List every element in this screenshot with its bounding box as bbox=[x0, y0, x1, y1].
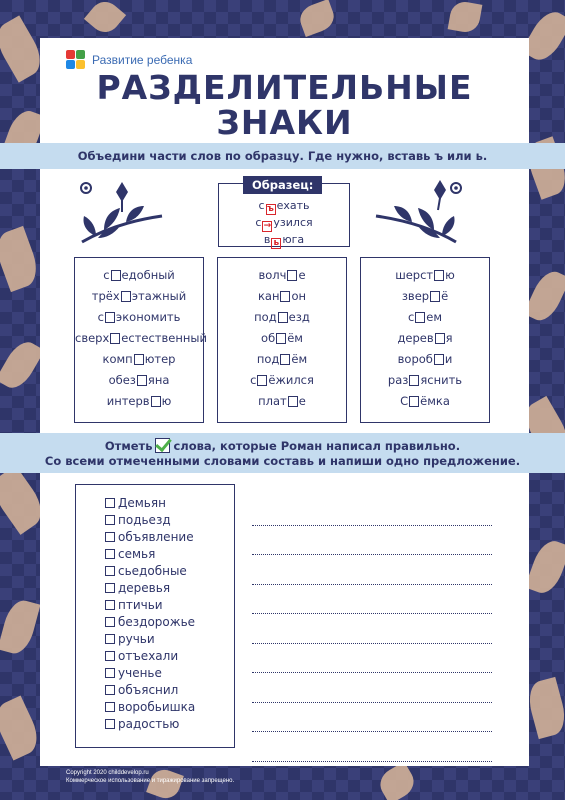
flower-branch-icon bbox=[370, 176, 462, 248]
checklist-item[interactable]: птичьи bbox=[105, 597, 234, 614]
checklist-item[interactable]: ученье bbox=[105, 665, 234, 682]
writing-line[interactable] bbox=[252, 732, 492, 762]
checkbox-check-icon bbox=[155, 438, 170, 453]
writing-line[interactable] bbox=[252, 644, 492, 674]
word-item[interactable]: с ёжился bbox=[250, 373, 314, 387]
sample-row: с → узился bbox=[255, 216, 313, 231]
writing-line[interactable] bbox=[252, 555, 492, 585]
checklist-item[interactable]: объяснил bbox=[105, 682, 234, 699]
writing-line[interactable] bbox=[252, 585, 492, 615]
arrow-icon: → bbox=[263, 221, 272, 231]
sample-row: с ъ ехать bbox=[258, 199, 310, 214]
writing-line[interactable] bbox=[252, 703, 492, 733]
brand-logo[interactable] bbox=[66, 50, 192, 70]
checklist-item[interactable]: сьедобные bbox=[105, 563, 234, 580]
word-item[interactable]: об ём bbox=[261, 331, 303, 345]
word-item[interactable]: комп ютер bbox=[102, 352, 176, 366]
checklist-item[interactable]: подьезд bbox=[105, 512, 234, 529]
checkbox[interactable] bbox=[105, 702, 115, 712]
word-item[interactable]: обез яна bbox=[108, 373, 170, 387]
task2-text-start: Отметь bbox=[104, 438, 153, 453]
copyright-notice: Коммерческое использование и тиражирование запрещено. bbox=[66, 778, 235, 784]
word-item[interactable]: плат е bbox=[258, 394, 306, 408]
brand-logo-icon bbox=[66, 50, 86, 70]
task1-instruction: Объедини части слов по образцу. Где нужно, вставь ъ или ь. bbox=[0, 143, 565, 169]
checklist-item[interactable]: Демьян bbox=[105, 495, 234, 512]
checkbox[interactable] bbox=[105, 566, 115, 576]
brand-name: Развитие ребенка bbox=[92, 53, 193, 67]
task2-text-line2: Со всеми отмеченными словами составь и напиши одно предложение. bbox=[44, 453, 521, 468]
word-item[interactable]: трёх этажный bbox=[91, 289, 187, 303]
sample-row: в ь юга bbox=[263, 233, 305, 248]
task2-instruction bbox=[0, 433, 565, 473]
checkbox[interactable] bbox=[105, 668, 115, 678]
page-title-line2: ЗНАКИ bbox=[216, 103, 353, 142]
checklist-item[interactable]: объявление bbox=[105, 529, 234, 546]
worksheet bbox=[40, 38, 529, 766]
checkbox[interactable] bbox=[105, 549, 115, 559]
word-item[interactable]: под езд bbox=[254, 310, 310, 324]
sample-box bbox=[218, 178, 350, 248]
checkbox[interactable] bbox=[105, 634, 115, 644]
checklist-item[interactable]: семья bbox=[105, 546, 234, 563]
word-column-2 bbox=[217, 257, 347, 423]
checklist-item[interactable]: ручьи bbox=[105, 631, 234, 648]
word-item[interactable]: с экономить bbox=[97, 310, 181, 324]
checkbox[interactable] bbox=[105, 617, 115, 627]
word-item[interactable]: кан он bbox=[257, 289, 307, 303]
red-letter-box: ъ bbox=[267, 204, 274, 214]
checkbox[interactable] bbox=[105, 600, 115, 610]
word-item[interactable]: С ёмка bbox=[400, 394, 450, 408]
writing-line[interactable] bbox=[252, 526, 492, 556]
page-title-line1: РАЗДЕЛИТЕЛЬНЫЕ bbox=[96, 68, 473, 107]
word-item[interactable]: волч е bbox=[258, 268, 306, 282]
word-item[interactable]: шерст ю bbox=[395, 268, 455, 282]
copyright-footer bbox=[66, 769, 234, 785]
writing-line[interactable] bbox=[252, 614, 492, 644]
red-letter-box: ь bbox=[271, 238, 281, 249]
word-item[interactable]: дерев я bbox=[397, 331, 453, 345]
word-item[interactable]: с ем bbox=[407, 310, 443, 324]
checklist-item[interactable]: деревья bbox=[105, 580, 234, 597]
flower-branch-icon bbox=[76, 176, 168, 248]
word-item[interactable]: интерв ю bbox=[106, 394, 172, 408]
checkbox[interactable] bbox=[105, 532, 115, 542]
checkbox[interactable] bbox=[105, 498, 115, 508]
task2-text-end: слова, которые Роман написал правильно. bbox=[173, 438, 461, 453]
checkbox[interactable] bbox=[105, 651, 115, 661]
checkbox[interactable] bbox=[105, 583, 115, 593]
word-column-3 bbox=[360, 257, 490, 423]
writing-line[interactable] bbox=[252, 496, 492, 526]
word-item[interactable]: раз яснить bbox=[387, 373, 463, 387]
copyright-line: Copyright 2020 childdevelop.ru bbox=[66, 770, 149, 776]
checklist-item[interactable]: бездорожье bbox=[105, 614, 234, 631]
word-item[interactable]: под ём bbox=[256, 352, 308, 366]
checkbox[interactable] bbox=[105, 685, 115, 695]
checklist-item[interactable]: отъехали bbox=[105, 648, 234, 665]
checklist-item[interactable]: воробьишка bbox=[105, 699, 234, 716]
word-item[interactable]: вороб и bbox=[397, 352, 453, 366]
checkbox[interactable] bbox=[105, 719, 115, 729]
word-column-1 bbox=[74, 257, 207, 423]
word-item[interactable]: с едобный bbox=[103, 268, 175, 282]
word-item[interactable]: звер ё bbox=[401, 289, 449, 303]
sample-title: Образец: bbox=[243, 176, 322, 194]
writing-lines bbox=[252, 496, 492, 762]
writing-line[interactable] bbox=[252, 673, 492, 703]
word-item[interactable]: сверх естественный bbox=[75, 331, 207, 345]
word-checklist bbox=[75, 484, 235, 748]
checkbox[interactable] bbox=[105, 515, 115, 525]
checklist-item[interactable]: радостью bbox=[105, 716, 234, 733]
